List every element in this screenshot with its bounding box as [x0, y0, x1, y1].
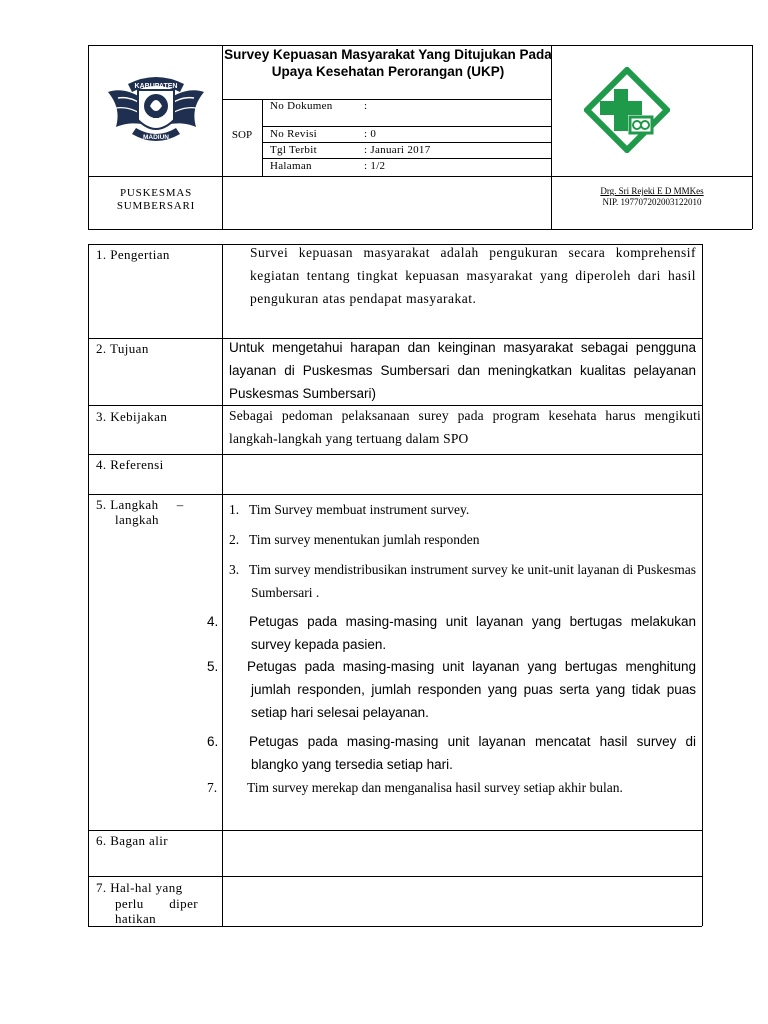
sop-label: SOP — [231, 129, 253, 141]
signer-nip: NIP. 197707202003122010 — [602, 197, 702, 207]
step-text: Petugas pada masing-masing unit layanan yang bertugas menghitung jumlah responden, jumlah responden yang puas serta yang tidak puas setiap hari selesai pelayanan. — [247, 659, 696, 720]
meta-no-revisi: No Revisi : 0 — [270, 128, 377, 140]
step-number: 2. — [229, 532, 240, 547]
svg-text:MADIUN: MADIUN — [143, 134, 169, 141]
step-number: 4. — [207, 614, 219, 629]
step-number: 6. — [207, 734, 219, 749]
label-bagan-alir: 6. Bagan alir — [96, 833, 168, 848]
step-number: 5. — [207, 659, 219, 674]
step-1 — [229, 498, 696, 521]
step-text: Tim survey mendistribusikan instrument survey ke unit-unit layanan di Puskesmas Sumbersari . — [249, 562, 696, 600]
label-pengertian: 1. Pengertian — [96, 247, 170, 262]
label-kebijakan: 3. Kebijakan — [96, 409, 168, 424]
meta-tgl-terbit: Tgl Terbit : Januari 2017 — [270, 144, 431, 156]
step-6 — [207, 730, 696, 776]
label-tujuan: 2. Tujuan — [96, 341, 149, 356]
step-7 — [207, 776, 696, 799]
step-text: Tim survey menentukan jumlah responden — [249, 532, 480, 547]
step-text: Tim Survey membuat instrument survey. — [249, 502, 470, 517]
step-2 — [229, 528, 696, 551]
svg-text:KABUPATEN: KABUPATEN — [134, 83, 178, 90]
puskesmas-logo — [584, 67, 670, 153]
label-hal-hal-3: hatikan — [115, 911, 157, 926]
label-langkah: 5. Langkah – — [96, 497, 184, 512]
kabupaten-madiun-logo — [106, 72, 206, 152]
step-number: 7. — [207, 780, 218, 795]
step-number: 3. — [229, 562, 240, 577]
signer-block — [552, 186, 752, 208]
step-4 — [207, 610, 696, 656]
meta-halaman: Halaman : 1/2 — [270, 160, 386, 172]
meta-no-dokumen: No Dokumen : — [270, 100, 368, 112]
step-3 — [229, 558, 696, 604]
step-text: Petugas pada masing-masing unit layanan yang bertugas melakukan survey kepada pasien. — [249, 614, 696, 652]
step-text: Petugas pada masing-masing unit layanan mencatat hasil survey di blangko yang tersedia setiap hari. — [249, 734, 696, 772]
step-number: 1. — [229, 502, 240, 517]
text-tujuan: Untuk mengetahui harapan dan keinginan masyarakat sebagai pengguna layanan di Puskesmas Sumbersari dan meningkatkan kualitas pelayanan Puskesmas Sumbersari) — [229, 340, 696, 401]
step-text: Tim survey merekap dan menganalisa hasil survey setiap akhir bulan. — [247, 780, 623, 795]
puskesmas-name: PUSKESMAS SUMBERSARI — [116, 187, 196, 212]
document-title: Survey Kepuasan Masyarakat Yang Ditujukan Pada Upaya Kesehatan Perorangan (UKP) — [224, 47, 552, 79]
label-hal-hal-1: 7. Hal-hal yang — [96, 880, 183, 895]
signer-name: Drg. Sri Rejeki E D MMKes — [600, 186, 704, 196]
step-5 — [207, 655, 696, 724]
text-kebijakan: Sebagai pedoman pelaksanaan surey pada program kesehata harus mengikuti langkah-langkah yang tertuang dalam SPO — [229, 408, 701, 446]
label-langkah-2: langkah — [115, 512, 159, 527]
text-pengertian: Survei kepuasan masyarakat adalah pengukuran secara komprehensif kegiatan tentang tingkat kepuasan masyarakat yang diperoleh dari hasil pengukuran atas pendapat masyarakat. — [250, 245, 696, 306]
label-referensi: 4. Referensi — [96, 457, 164, 472]
label-hal-hal-2: perlu diper — [115, 896, 198, 911]
